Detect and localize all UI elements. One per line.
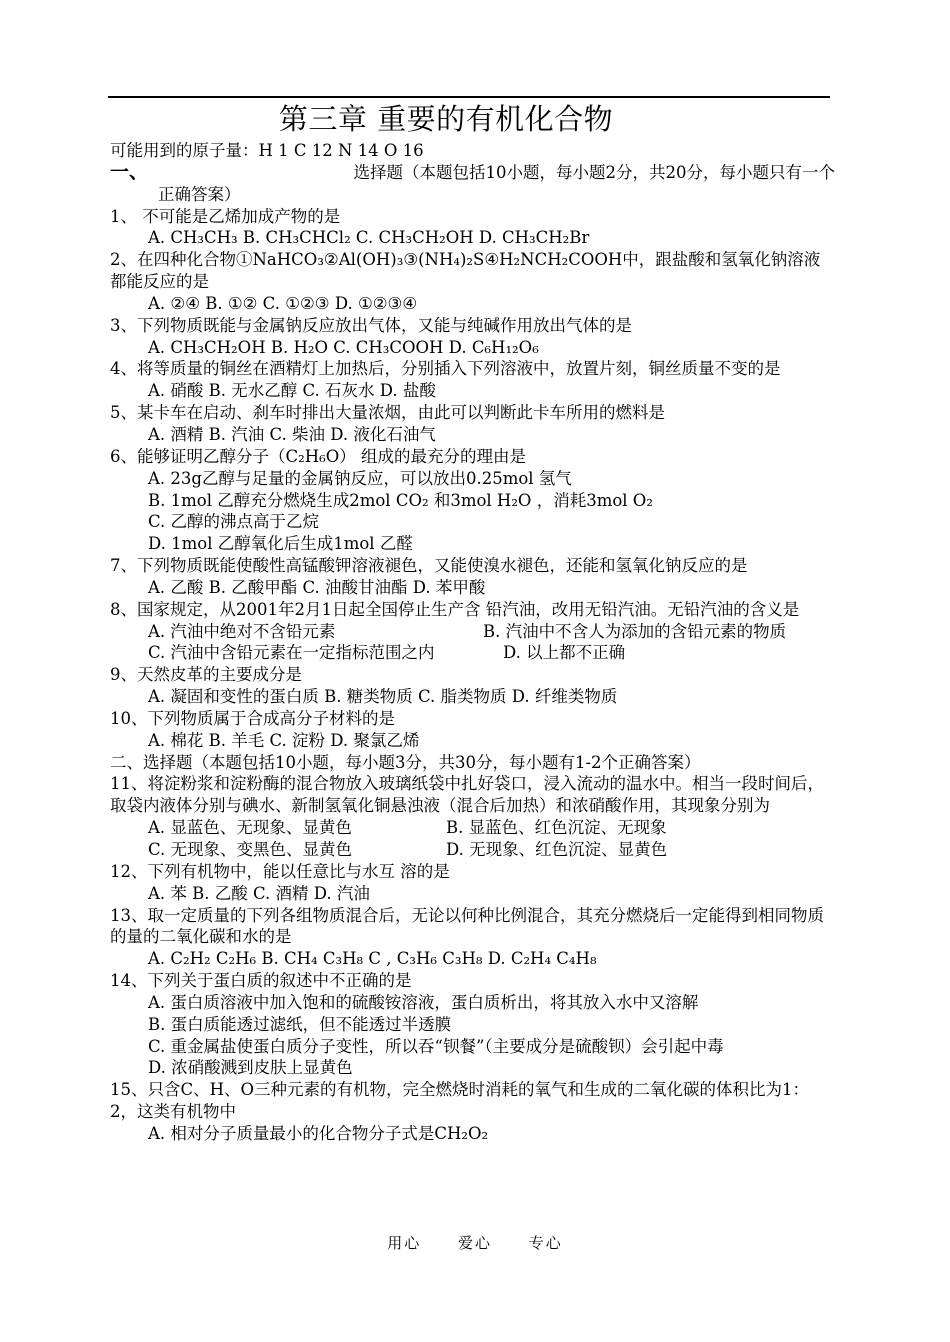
exam-body: [110, 140, 835, 1145]
question-15-option-a: A. 相对分子质量最小的化合物分子式是CH₂O₂: [148, 1123, 489, 1143]
question-11-option-d: D. 无现象、红色沉淀、显黄色: [446, 840, 668, 859]
question-1-options: A. CH₃CH₃ B. CH₃CHCl₂ C. CH₃CH₂OH D. CH₃CH₂Br: [148, 228, 590, 248]
question-8-option-c: C. 汽油中含铅元素在一定指标范围之内: [148, 643, 435, 663]
question-12-stem: 12、下列有机物中，能以任意比与水互 溶的是: [110, 861, 450, 881]
question-14-stem: 14、下列关于蛋白质的叙述中不正确的是: [110, 971, 412, 991]
question-9-stem: 9、天然皮革的主要成分是: [110, 665, 302, 685]
question-2-stem: 2、在四种化合物①NaHCO₃②Al(OH)₃③(NH₄)₂S④H₂NCH₂COOH中，跟盐酸和氢氧化钠溶液都能反应的是: [110, 250, 821, 292]
question-3-stem: 3、下列物质既能与金属钠反应放出气体，又能与纯碱作用放出气体的是: [110, 315, 632, 335]
question-7-options: A. 乙酸 B. 乙酸甲酯 C. 油酸甘油酯 D. 苯甲酸: [148, 577, 486, 597]
question-6-stem: 6、能够证明乙醇分子（C₂H₆O） 组成的最充分的理由是: [110, 446, 527, 466]
question-6-option-a: A. 23g乙醇与足量的金属钠反应，可以放出0.25mol 氢气: [148, 468, 572, 488]
question-7-stem: 7、下列物质既能使酸性高锰酸钾溶液褪色，又能使溴水褪色，还能和氢氧化钠反应的是: [110, 556, 748, 576]
question-5-options: A. 酒精 B. 汽油 C. 柴油 D. 液化石油气: [148, 424, 436, 444]
question-14-option-d: D. 浓硝酸溅到皮肤上显黄色: [148, 1058, 353, 1078]
question-14-option-c: C. 重金属盐使蛋白质分子变性，所以吞“钡餐”（主要成分是硫酸钡）会引起中毒: [148, 1036, 724, 1056]
question-1-stem: 1、 不可能是乙烯加成产物的是: [110, 206, 341, 226]
section-1-number: 一、: [110, 160, 149, 183]
section-2-heading: 二、选择题（本题包括10小题，每小题3分，共30分，每小题有1-2个正确答案）: [110, 752, 701, 772]
question-14-option-a: A. 蛋白质溶液中加入饱和的硫酸铵溶液，蛋白质析出，将其放入水中又溶解: [148, 992, 699, 1012]
question-8-options-row-2: [110, 642, 835, 664]
question-11-options-row-2: [110, 839, 835, 861]
question-10-stem: 10、下列物质属于合成高分子材料的是: [110, 708, 395, 728]
question-11-option-c: C. 无现象、变黑色、显黄色: [148, 840, 353, 859]
question-8-option-b: B. 汽油中不含人为添加的含铅元素的物质: [483, 621, 787, 641]
question-6-option-d: D. 1mol 乙醇氧化后生成1mol 乙醛: [148, 534, 413, 554]
question-10-options: A. 棉花 B. 羊毛 C. 淀粉 D. 聚氯乙烯: [148, 730, 420, 750]
question-2-options: A. ②④ B. ①② C. ①②③ D. ①②③④: [148, 293, 418, 313]
question-9-options: A. 凝固和变性的蛋白质 B. 糖类物质 C. 脂类物质 D. 纤维类物质: [148, 687, 618, 707]
page-title: 第三章 重要的有机化合物: [278, 102, 614, 136]
question-11-option-a: A. 显蓝色、无现象、显黄色: [148, 818, 352, 838]
question-13-stem: 13、取一定质量的下列各组物质混合后，无论以何种比例混合，其充分燃烧后一定能得到相同物质的量的二氧化碳和水的是: [110, 905, 824, 947]
header-rule: [108, 96, 830, 98]
question-12-options: A. 苯 B. 乙酸 C. 酒精 D. 汽油: [148, 883, 370, 903]
atomic-masses: 可能用到的原子量：H 1 C 12 N 14 O 16: [110, 141, 424, 160]
question-5-stem: 5、某卡车在启动、刹车时排出大量浓烟，由此可以判断此卡车所用的燃料是: [110, 403, 665, 423]
question-11-stem: 11、将淀粉浆和淀粉酶的混合物放入玻璃纸袋中扎好袋口，浸入流动的温水中。相当一段时间后，取袋内液体分别与碘水、新制氢氧化铜悬浊液（混合后加热）和浓硝酸作用，其现象分别为: [110, 774, 824, 816]
question-6-option-b: B. 1mol 乙醇充分燃烧生成2mol CO₂ 和3mol H₂O ，消耗3mol O₂: [148, 490, 653, 510]
question-8-option-a: A. 汽油中绝对不含铅元素: [148, 621, 336, 641]
question-8-options-row-1: [110, 621, 835, 643]
question-14-option-b: B. 蛋白质能透过滤纸，但不能透过半透膜: [148, 1014, 452, 1034]
question-11-options-row-1: [110, 817, 835, 839]
question-4-options: A. 硝酸 B. 无水乙醇 C. 石灰水 D. 盐酸: [148, 381, 436, 401]
question-3-options: A. CH₃CH₂OH B. H₂O C. CH₃COOH D. C₆H₁₂O₆: [148, 337, 539, 357]
question-15-stem: 15、只含C、H、O三种元素的有机物，完全燃烧时消耗的氧气和生成的二氧化碳的体积比为1：2，这类有机物中: [110, 1080, 810, 1122]
page-footer: 用心 爱心 专心: [387, 1234, 563, 1252]
question-8-option-d: D. 以上都不正确: [503, 643, 626, 663]
question-13-options: A. C₂H₂ C₂H₆ B. CH₄ C₃H₈ C , C₃H₆ C₃H₈ D. C₂H₄ C₄H₈: [148, 949, 597, 969]
section-1-text: 选择题（本题包括10小题，每小题2分，共20分，每小题只有一个: [353, 162, 835, 182]
question-8-stem: 8、国家规定，从2001年2月1日起全国停止生产含 铅汽油，改用无铅汽油。无铅汽油的含义是: [110, 599, 800, 619]
question-6-option-c: C. 乙醇的沸点高于乙烷: [148, 512, 320, 532]
question-4-stem: 4、将等质量的铜丝在酒精灯上加热后，分别插入下列溶液中，放置片刻，铜丝质量不变的是: [110, 359, 781, 379]
question-11-option-b: B. 显蓝色、红色沉淀、无现象: [446, 818, 667, 838]
section-1-text-cont: 正确答案）: [158, 184, 241, 204]
section-1-heading: [110, 162, 835, 184]
